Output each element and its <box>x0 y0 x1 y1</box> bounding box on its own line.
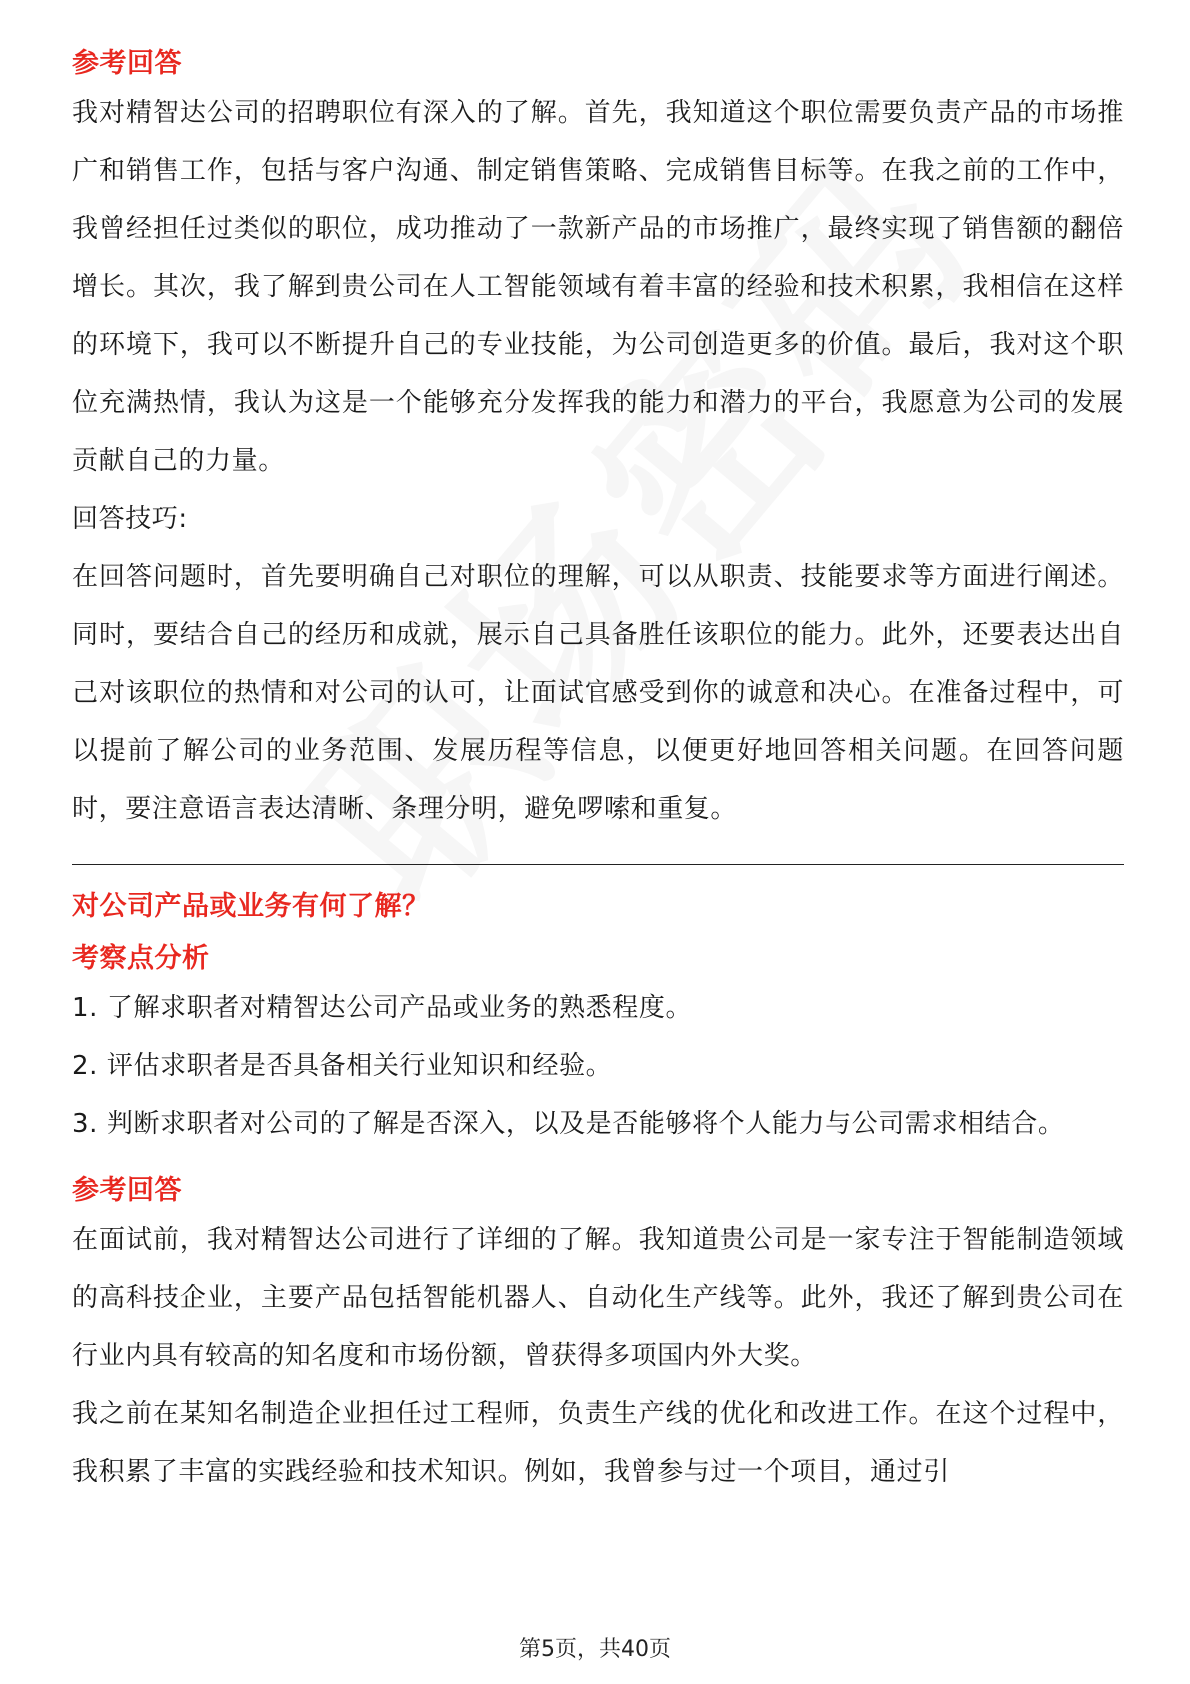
tips-label: 回答技巧: <box>72 504 188 534</box>
answer-heading-2: 参考回答 <box>72 1175 182 1206</box>
analysis-point-1: 1. 了解求职者对精智达公司产品或业务的熟悉程度。 <box>72 993 693 1023</box>
answer-heading: 参考回答 <box>72 48 182 79</box>
tips-text: 在回答问题时，首先要明确自己对职位的理解，可以从职责、技能要求等方面进行阐述。同时，要结合自己的经历和成就，展示自己具备胜任该职位的能力。此外，还要表达出自己对该职位的热情和对公司的认可，让面试官感受到你的诚意和决心。在准备过程中，可以提前了解公司的业务范围、发展历程等信息，以便更好地回答相关问题。在回答问题时，要注意语言表达清晰、条理分明，避免啰嗦和重复。 <box>72 562 1124 824</box>
analysis-point-3: 3. 判断求职者对公司的了解是否深入，以及是否能够将个人能力与公司需求相结合。 <box>72 1109 1065 1139</box>
answer-paragraph-1: 在面试前，我对精智达公司进行了详细的了解。我知道贵公司是一家专注于智能制造领域的高科技企业，主要产品包括智能机器人、自动化生产线等。此外，我还了解到贵公司在行业内具有较高的知名度和市场份额，曾获得多项国内外大奖。 <box>72 1225 1124 1371</box>
answer-paragraph-2: 我之前在某知名制造企业担任过工程师，负责生产线的优化和改进工作。在这个过程中，我积累了丰富的实践经验和技术知识。例如，我曾参与过一个项目，通过引 <box>72 1399 1124 1487</box>
page-number: 第5页，共40页 <box>519 1637 671 1662</box>
answer-text: 我对精智达公司的招聘职位有深入的了解。首先，我知道这个职位需要负责产品的市场推广和销售工作，包括与客户沟通、制定销售策略、完成销售目标等。在我之前的工作中，我曾经担任过类似的职位，成功推动了一款新产品的市场推广，最终实现了销售额的翻倍增长。其次，我了解到贵公司在人工智能领域有着丰富的经验和技术积累，我相信在这样的环境下，我可以不断提升自己的专业技能，为公司创造更多的价值。最后，我对这个职位充满热情，我认为这是一个能够充分发挥我的能力和潜力的平台，我愿意为公司的发展贡献自己的力量。 <box>72 98 1124 476</box>
section-divider <box>72 864 1124 865</box>
question-heading: 对公司产品或业务有何了解？ <box>72 891 430 922</box>
analysis-heading: 考察点分析 <box>72 943 210 974</box>
document-page <box>72 44 1124 1501</box>
analysis-point-2: 2. 评估求职者是否具备相关行业知识和经验。 <box>72 1051 613 1081</box>
